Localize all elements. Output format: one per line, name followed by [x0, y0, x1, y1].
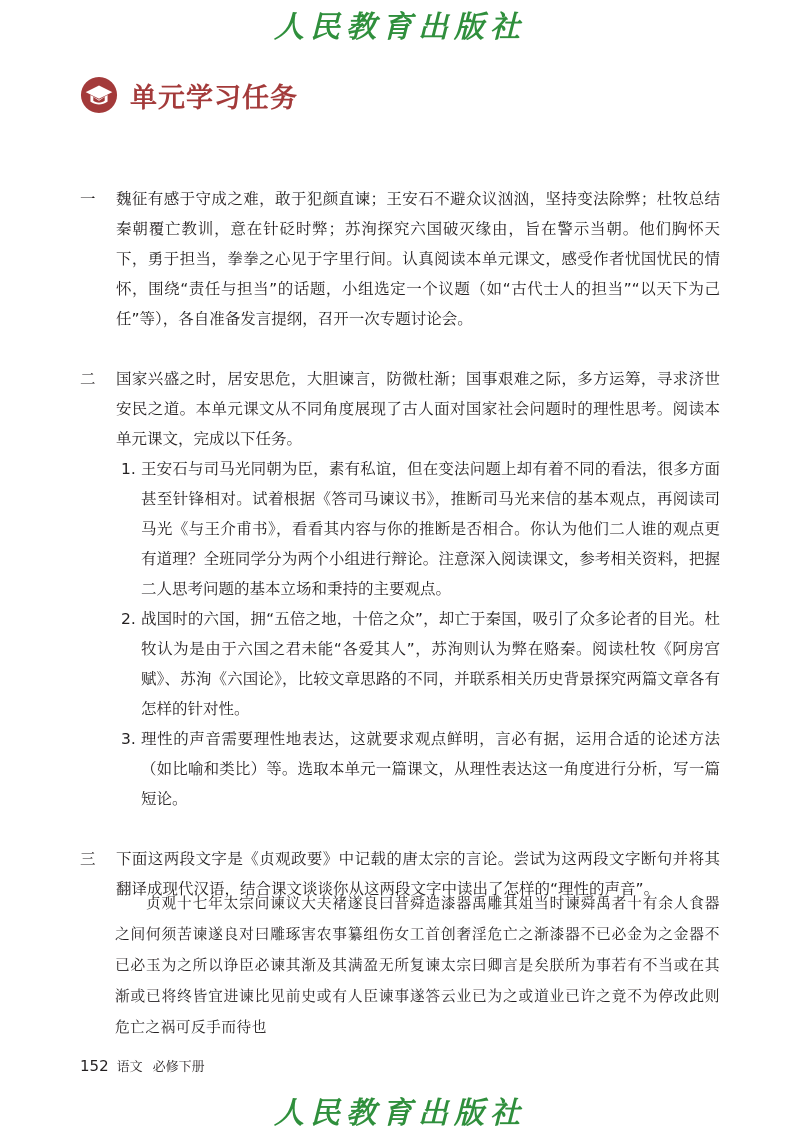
- section-title: 单元学习任务: [130, 82, 298, 114]
- task-text: 下面这两段文字是《贞观政要》中记载的唐太宗的言论。尝试为这两段文字断句并将其翻译成现代汉语，结合课文谈谈你从这两段文字中读出了怎样的“理性的声音”。: [116, 850, 720, 898]
- subtask-item: [116, 724, 720, 814]
- subtask-item: [116, 604, 720, 724]
- subtask-text: 理性的声音需要理性地表达，这就要求观点鲜明，言必有据，运用合适的论述方法（如比喻和类比）等。选取本单元一篇课文，从理性表达这一角度进行分析，写一篇短论。: [141, 730, 720, 808]
- task-item: [80, 364, 720, 814]
- classical-passage: 贞观十七年太宗问谏议大夫褚遂良曰昔舜造漆器禹雕其俎当时谏舜禹者十有余人食器之间何须苦谏遂良对曰雕琢害农事纂组伤女工首创奢淫危亡之渐漆器不已必金为之金器不已必玉为之所以诤臣必谏其渐及其满盈无所复谏太宗曰卿言是矣朕所为事若有不当或在其渐或已将终皆宜进谏比见前史或有人臣谏事遂答云业已为之或道业已许之竟不为停改此则危亡之祸可反手而待也: [115, 895, 720, 1036]
- task-number: 一: [80, 190, 96, 208]
- subtask-text: 王安石与司马光同朝为臣，素有私谊，但在变法问题上却有着不同的看法，很多方面甚至针锋相对。试着根据《答司马谏议书》，推断司马光来信的基本观点，再阅读司马光《与王介甫书》，看看其内容与你的推断是否相合。你认为他们二人谁的观点更有道理？全班同学分为两个小组进行辩论。注意深入阅读课文，参考相关资料，把握二人思考问题的基本立场和秉持的主要观点。: [141, 460, 720, 598]
- publisher-logo-top: 人民教育出版社: [274, 10, 526, 45]
- page-footer: [80, 1056, 205, 1075]
- subtask-number: 1.: [121, 460, 136, 478]
- task-item: [80, 184, 720, 334]
- publisher-logo-bottom: 人民教育出版社: [274, 1096, 526, 1131]
- task-number: 二: [80, 370, 96, 388]
- task-number: 三: [80, 850, 96, 868]
- volume-name: 必修下册: [152, 1060, 205, 1075]
- graduation-cap-icon: [80, 76, 118, 114]
- page-number: 152: [80, 1057, 109, 1075]
- section-header: [80, 73, 298, 117]
- subtask-list: [116, 454, 720, 814]
- subtask-text: 战国时的六国，拥“五倍之地，十倍之众”，却亡于秦国，吸引了众多论者的目光。杜牧认为是由于六国之君未能“各爱其人”，苏洵则认为弊在赂秦。阅读杜牧《阿房宫赋》、苏洵《六国论》，比较文章思路的不同，并联系相关历史背景探究两篇文章各有怎样的针对性。: [141, 610, 720, 718]
- book-name: 语文: [116, 1060, 143, 1075]
- subtask-number: 3.: [121, 730, 136, 748]
- subtask-number: 2.: [121, 610, 136, 628]
- task-list: [80, 184, 720, 904]
- task-text: 国家兴盛之时，居安思危，大胆谏言，防微杜渐；国事艰难之际，多方运筹，寻求济世安民之道。本单元课文从不同角度展现了古人面对国家社会问题时的理性思考。阅读本单元课文，完成以下任务。: [116, 370, 720, 448]
- task-text: 魏征有感于守成之难，敢于犯颜直谏；王安石不避众议汹汹，坚持变法除弊；杜牧总结秦朝覆亡教训，意在针砭时弊；苏洵探究六国破灭缘由，旨在警示当朝。他们胸怀天下，勇于担当，拳拳之心见于字里行间。认真阅读本单元课文，感受作者忧国忧民的情怀，围绕“责任与担当”的话题，小组选定一个议题（如“古代士人的担当”“以天下为己任”等），各自准备发言提纲，召开一次专题讨论会。: [116, 190, 720, 328]
- subtask-item: [116, 454, 720, 604]
